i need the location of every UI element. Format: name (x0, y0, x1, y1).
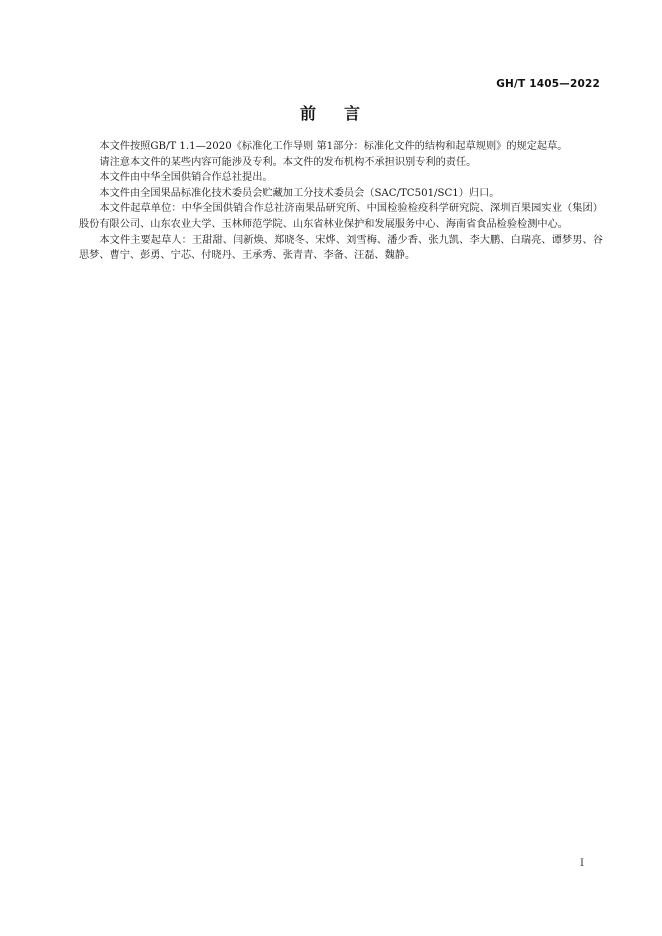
page-number: I (580, 858, 584, 869)
standard-code: GH/T 1405—2022 (496, 78, 600, 90)
paragraph-patent-notice: 请注意本文件的某些内容可能涉及专利。本文件的发布机构不承担识别专利的责任。 (99, 156, 477, 168)
page-title (0, 101, 662, 124)
title-char-1: 前 (299, 104, 318, 123)
paragraph-committee: 本文件由全国果品标准化技术委员会贮藏加工分技术委员会（SAC/TC501/SC1）归口。 (99, 187, 500, 199)
paragraph-drafting-units: 本文件起草单位：中华全国供销合作总社济南果品研究所、中国检验检疫科学研究院、深圳百果园实业（集团）股份有限公司、山东农业大学、玉林师范学院、山东省林业保护和发展服务中心、海南省食品检验检测中心。 (79, 203, 603, 230)
paragraph-drafters: 本文件主要起草人：王甜甜、闫新焕、郑晓冬、宋烨、刘雪梅、潘少香、张九凯、李大鹏、白瑞亮、谭梦男、谷思梦、曹宁、彭勇、宁芯、付晓丹、王承秀、张青青、李备、汪磊、魏静。 (79, 234, 603, 262)
foreword-body (79, 139, 603, 264)
title-char-2: 言 (344, 104, 363, 123)
paragraph-proposer: 本文件由中华全国供销合作总社提出。 (99, 172, 273, 184)
paragraph-drafting-rules: 本文件按照GB/T 1.1—2020《标准化工作导则 第1部分：标准化文件的结构和起草规则》的规定起草。 (99, 141, 568, 152)
